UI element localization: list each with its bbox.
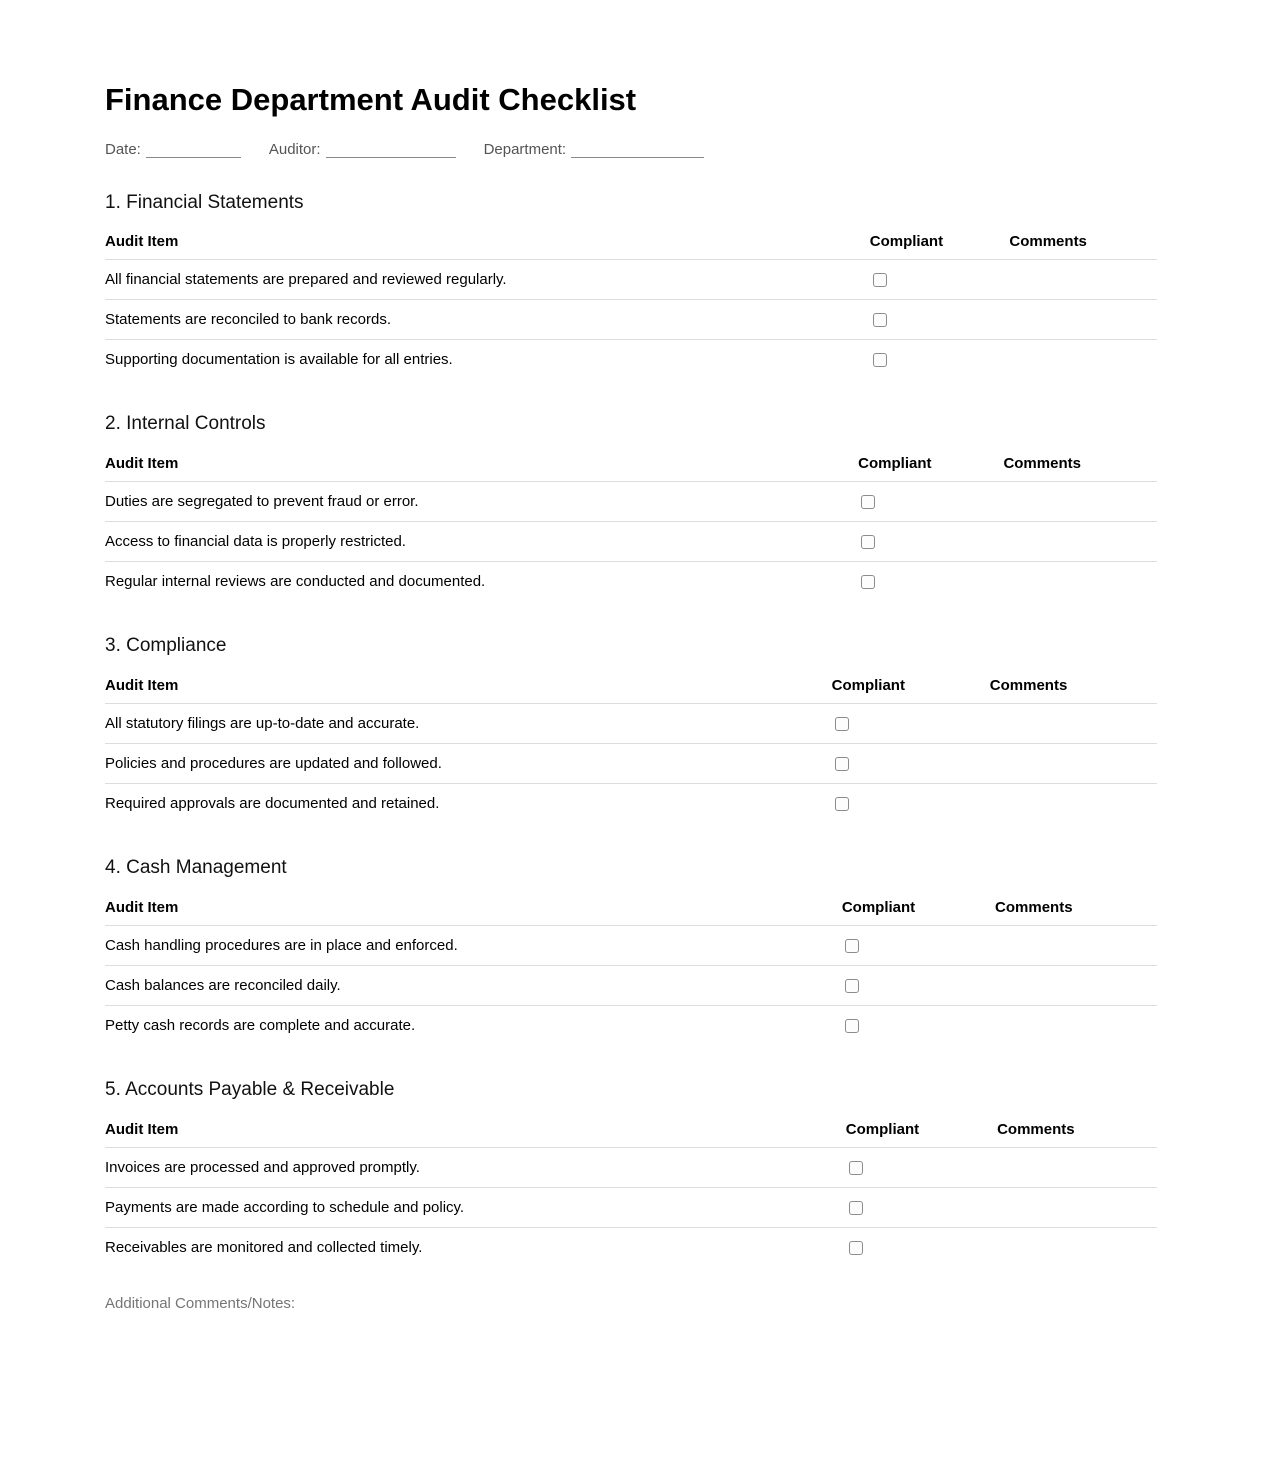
column-header-comments: Comments: [995, 894, 1157, 926]
audit-table-compliance: [105, 672, 1157, 823]
column-header-audit-item: Audit Item: [105, 894, 842, 926]
audit-item-text: Statements are reconciled to bank records.: [105, 300, 870, 340]
table-row: [105, 1187, 1157, 1227]
table-header-row: [105, 672, 1157, 704]
column-header-comments: Comments: [1009, 228, 1157, 260]
section-heading-accounts-payable-receivable: 5. Accounts Payable & Receivable: [105, 1078, 395, 1100]
audit-table-accounts-payable-receivable: [105, 1116, 1157, 1267]
compliant-checkbox[interactable]: [845, 979, 859, 993]
comments-cell: [995, 925, 1157, 965]
comments-cell: [995, 965, 1157, 1005]
date-field-line: [146, 143, 241, 158]
compliant-checkbox[interactable]: [861, 535, 875, 549]
section-heading-financial-statements: 1. Financial Statements: [105, 191, 304, 213]
meta-fields-row: [105, 141, 1157, 158]
date-label: Date:: [105, 140, 141, 158]
comments-cell: [990, 784, 1157, 824]
column-header-compliant: Compliant: [870, 228, 1010, 260]
compliant-checkbox[interactable]: [849, 1201, 863, 1215]
table-row: [105, 704, 1157, 744]
audit-table-cash-management: [105, 894, 1157, 1045]
audit-item-text: Invoices are processed and approved promptly.: [105, 1147, 846, 1187]
audit-item-text: Required approvals are documented and retained.: [105, 795, 440, 813]
compliant-checkbox[interactable]: [835, 757, 849, 771]
audit-table-financial-statements: [105, 228, 1157, 379]
table-header-row: [105, 894, 1157, 926]
column-header-audit-item: Audit Item: [105, 228, 870, 260]
section-heading-internal-controls: 2. Internal Controls: [105, 413, 266, 435]
audit-item-text: Receivables are monitored and collected timely.: [105, 1238, 423, 1256]
comments-cell: [1009, 300, 1157, 340]
department-field-line: [571, 143, 704, 158]
section-heading-compliance: 3. Compliance: [105, 635, 227, 657]
table-row: [105, 562, 1157, 602]
column-header-comments: Comments: [1003, 450, 1157, 482]
comments-cell: [995, 1005, 1157, 1045]
column-header-compliant: Compliant: [846, 1116, 997, 1148]
table-row: [105, 340, 1157, 380]
column-header-comments: Comments: [997, 1116, 1157, 1148]
comments-cell: [1009, 260, 1157, 300]
compliant-checkbox[interactable]: [845, 939, 859, 953]
auditor-field-line: [326, 143, 456, 158]
comments-cell: [1009, 340, 1157, 380]
compliant-checkbox[interactable]: [849, 1161, 863, 1175]
page-title: Finance Department Audit Checklist: [105, 82, 637, 117]
compliant-checkbox[interactable]: [835, 797, 849, 811]
table-header-row: [105, 1116, 1157, 1148]
compliant-checkbox[interactable]: [845, 1019, 859, 1033]
column-header-audit-item: Audit Item: [105, 1116, 846, 1148]
compliant-checkbox[interactable]: [835, 717, 849, 731]
section-heading-cash-management: 4. Cash Management: [105, 857, 287, 879]
table-row: [105, 482, 1157, 522]
table-row: [105, 1227, 1157, 1267]
compliant-checkbox[interactable]: [849, 1241, 863, 1255]
audit-item-text: Cash balances are reconciled daily.: [105, 965, 842, 1005]
audit-item-text: Supporting documentation is available for all entries.: [105, 351, 453, 369]
table-row: [105, 300, 1157, 340]
compliant-checkbox[interactable]: [873, 273, 887, 287]
audit-item-text: Access to financial data is properly restricted.: [105, 522, 858, 562]
audit-item-text: All financial statements are prepared and reviewed regularly.: [105, 260, 870, 300]
compliant-checkbox[interactable]: [861, 575, 875, 589]
table-row: [105, 1005, 1157, 1045]
date-field: [105, 141, 241, 158]
comments-cell: [990, 704, 1157, 744]
document-page: [105, 0, 1157, 1312]
table-header-row: [105, 450, 1157, 482]
comments-cell: [1003, 522, 1157, 562]
audit-item-text: Policies and procedures are updated and followed.: [105, 744, 832, 784]
table-row: [105, 260, 1157, 300]
comments-cell: [990, 744, 1157, 784]
column-header-comments: Comments: [990, 672, 1157, 704]
table-row: [105, 1147, 1157, 1187]
compliant-checkbox[interactable]: [873, 313, 887, 327]
table-row: [105, 925, 1157, 965]
audit-item-text: Petty cash records are complete and accurate.: [105, 1016, 416, 1034]
table-row: [105, 522, 1157, 562]
department-label: Department:: [483, 140, 567, 158]
audit-item-text: Cash handling procedures are in place and enforced.: [105, 925, 842, 965]
table-row: [105, 744, 1157, 784]
audit-item-text: Duties are segregated to prevent fraud or error.: [105, 482, 858, 522]
table-header-row: [105, 228, 1157, 260]
table-row: [105, 965, 1157, 1005]
comments-cell: [997, 1147, 1157, 1187]
audit-item-text: All statutory filings are up-to-date and accurate.: [105, 704, 832, 744]
column-header-compliant: Compliant: [842, 894, 995, 926]
column-header-compliant: Compliant: [858, 450, 1003, 482]
column-header-compliant: Compliant: [832, 672, 990, 704]
column-header-audit-item: Audit Item: [105, 672, 832, 704]
additional-comments-label: Additional Comments/Notes:: [105, 1294, 296, 1312]
comments-cell: [1003, 562, 1157, 602]
auditor-label: Auditor:: [268, 140, 321, 158]
column-header-audit-item: Audit Item: [105, 450, 858, 482]
comments-cell: [1003, 482, 1157, 522]
comments-cell: [997, 1187, 1157, 1227]
compliant-checkbox[interactable]: [861, 495, 875, 509]
table-row: [105, 784, 1157, 824]
audit-item-text: Regular internal reviews are conducted and documented.: [105, 573, 486, 591]
auditor-field: [269, 141, 456, 158]
department-field: [484, 141, 705, 158]
compliant-checkbox[interactable]: [873, 353, 887, 367]
audit-item-text: Payments are made according to schedule and policy.: [105, 1187, 846, 1227]
audit-table-internal-controls: [105, 450, 1157, 601]
comments-cell: [997, 1227, 1157, 1267]
